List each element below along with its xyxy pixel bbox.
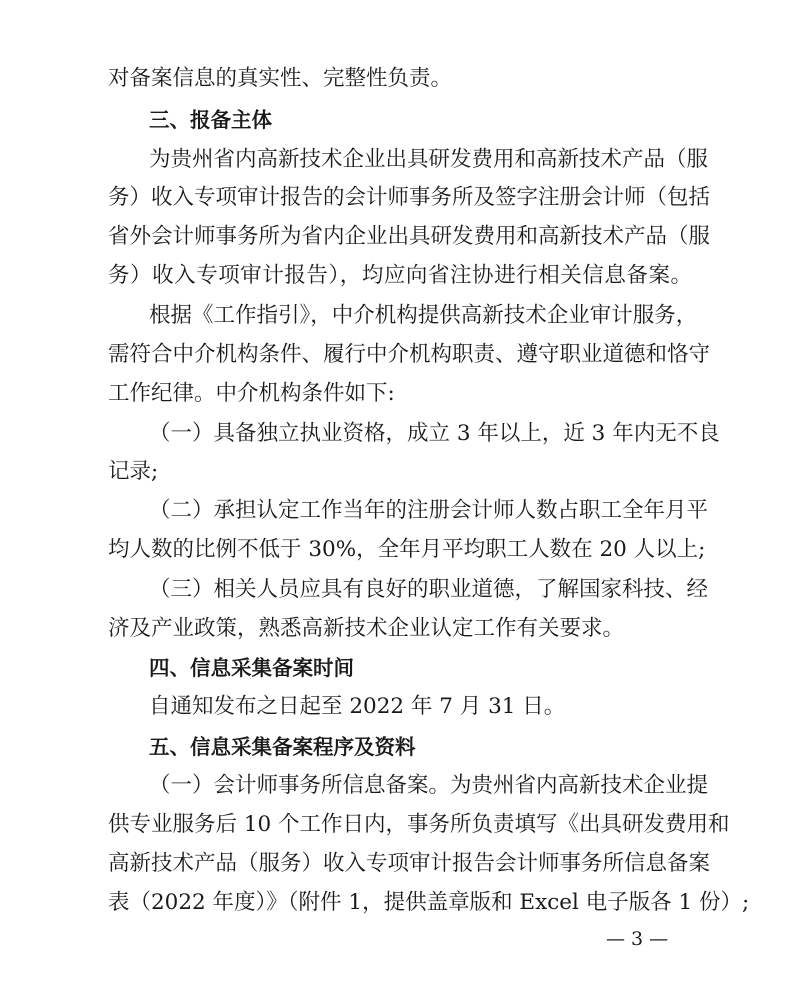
list-item-line: 均人数的比例不低于 30%，全年月平均职工人数在 20 人以上; xyxy=(108,537,706,562)
page-number: — 3 — xyxy=(606,928,669,950)
section-heading-3: 三、报备主体 xyxy=(149,108,272,132)
paragraph-line: 工作纪律。中介机构条件如下: xyxy=(108,381,395,406)
paragraph-line: 表（2022 年度）》（附件 1，提供盖章版和 Excel 电子版各 1 份）; xyxy=(108,890,750,915)
section-heading-5: 五、信息采集备案程序及资料 xyxy=(149,735,416,759)
list-item-line: （一）具备独立执业资格，成立 3 年以上，近 3 年内无不良 xyxy=(149,421,720,446)
paragraph-line: 务）收入专项审计报告的会计师事务所及签字注册会计师（包括 xyxy=(108,185,711,210)
paragraph-line: 省外会计师事务所为省内企业出具研发费用和高新技术产品（服 xyxy=(108,224,711,249)
paragraph-line: 高新技术产品（服务）收入专项审计报告会计师事务所信息备案 xyxy=(108,851,711,876)
paragraph-line: 供专业服务后 10 个工作日内，事务所负责填写《出具研发费用和 xyxy=(108,812,730,837)
paragraph-line: 务）收入专项审计报告），均应向省注协进行相关信息备案。 xyxy=(108,263,692,288)
section-heading-4: 四、信息采集备案时间 xyxy=(149,656,354,680)
list-item-line: 记录; xyxy=(108,459,159,484)
list-item-line: （三）相关人员应具有良好的职业道德，了解国家科技、经 xyxy=(149,577,709,602)
paragraph-line: 需符合中介机构条件、履行中介机构职责、遵守职业道德和恪守 xyxy=(108,342,711,367)
paragraph-line: 为贵州省内高新技术企业出具研发费用和高新技术产品（服 xyxy=(149,147,709,172)
paragraph-line: 根据《工作指引》，中介机构提供高新技术企业审计服务， xyxy=(149,303,698,328)
paragraph-line: （一）会计师事务所信息备案。为贵州省内高新技术企业提 xyxy=(149,773,709,798)
paragraph-line: 自通知发布之日起至 2022 年 7 月 31 日。 xyxy=(149,694,566,719)
list-item-line: （二）承担认定工作当年的注册会计师人数占职工全年月平 xyxy=(149,498,709,523)
list-item-line: 济及产业政策，熟悉高新技术企业认定工作有关要求。 xyxy=(108,616,625,641)
paragraph-line: 对备案信息的真实性、完整性负责。 xyxy=(108,66,453,91)
